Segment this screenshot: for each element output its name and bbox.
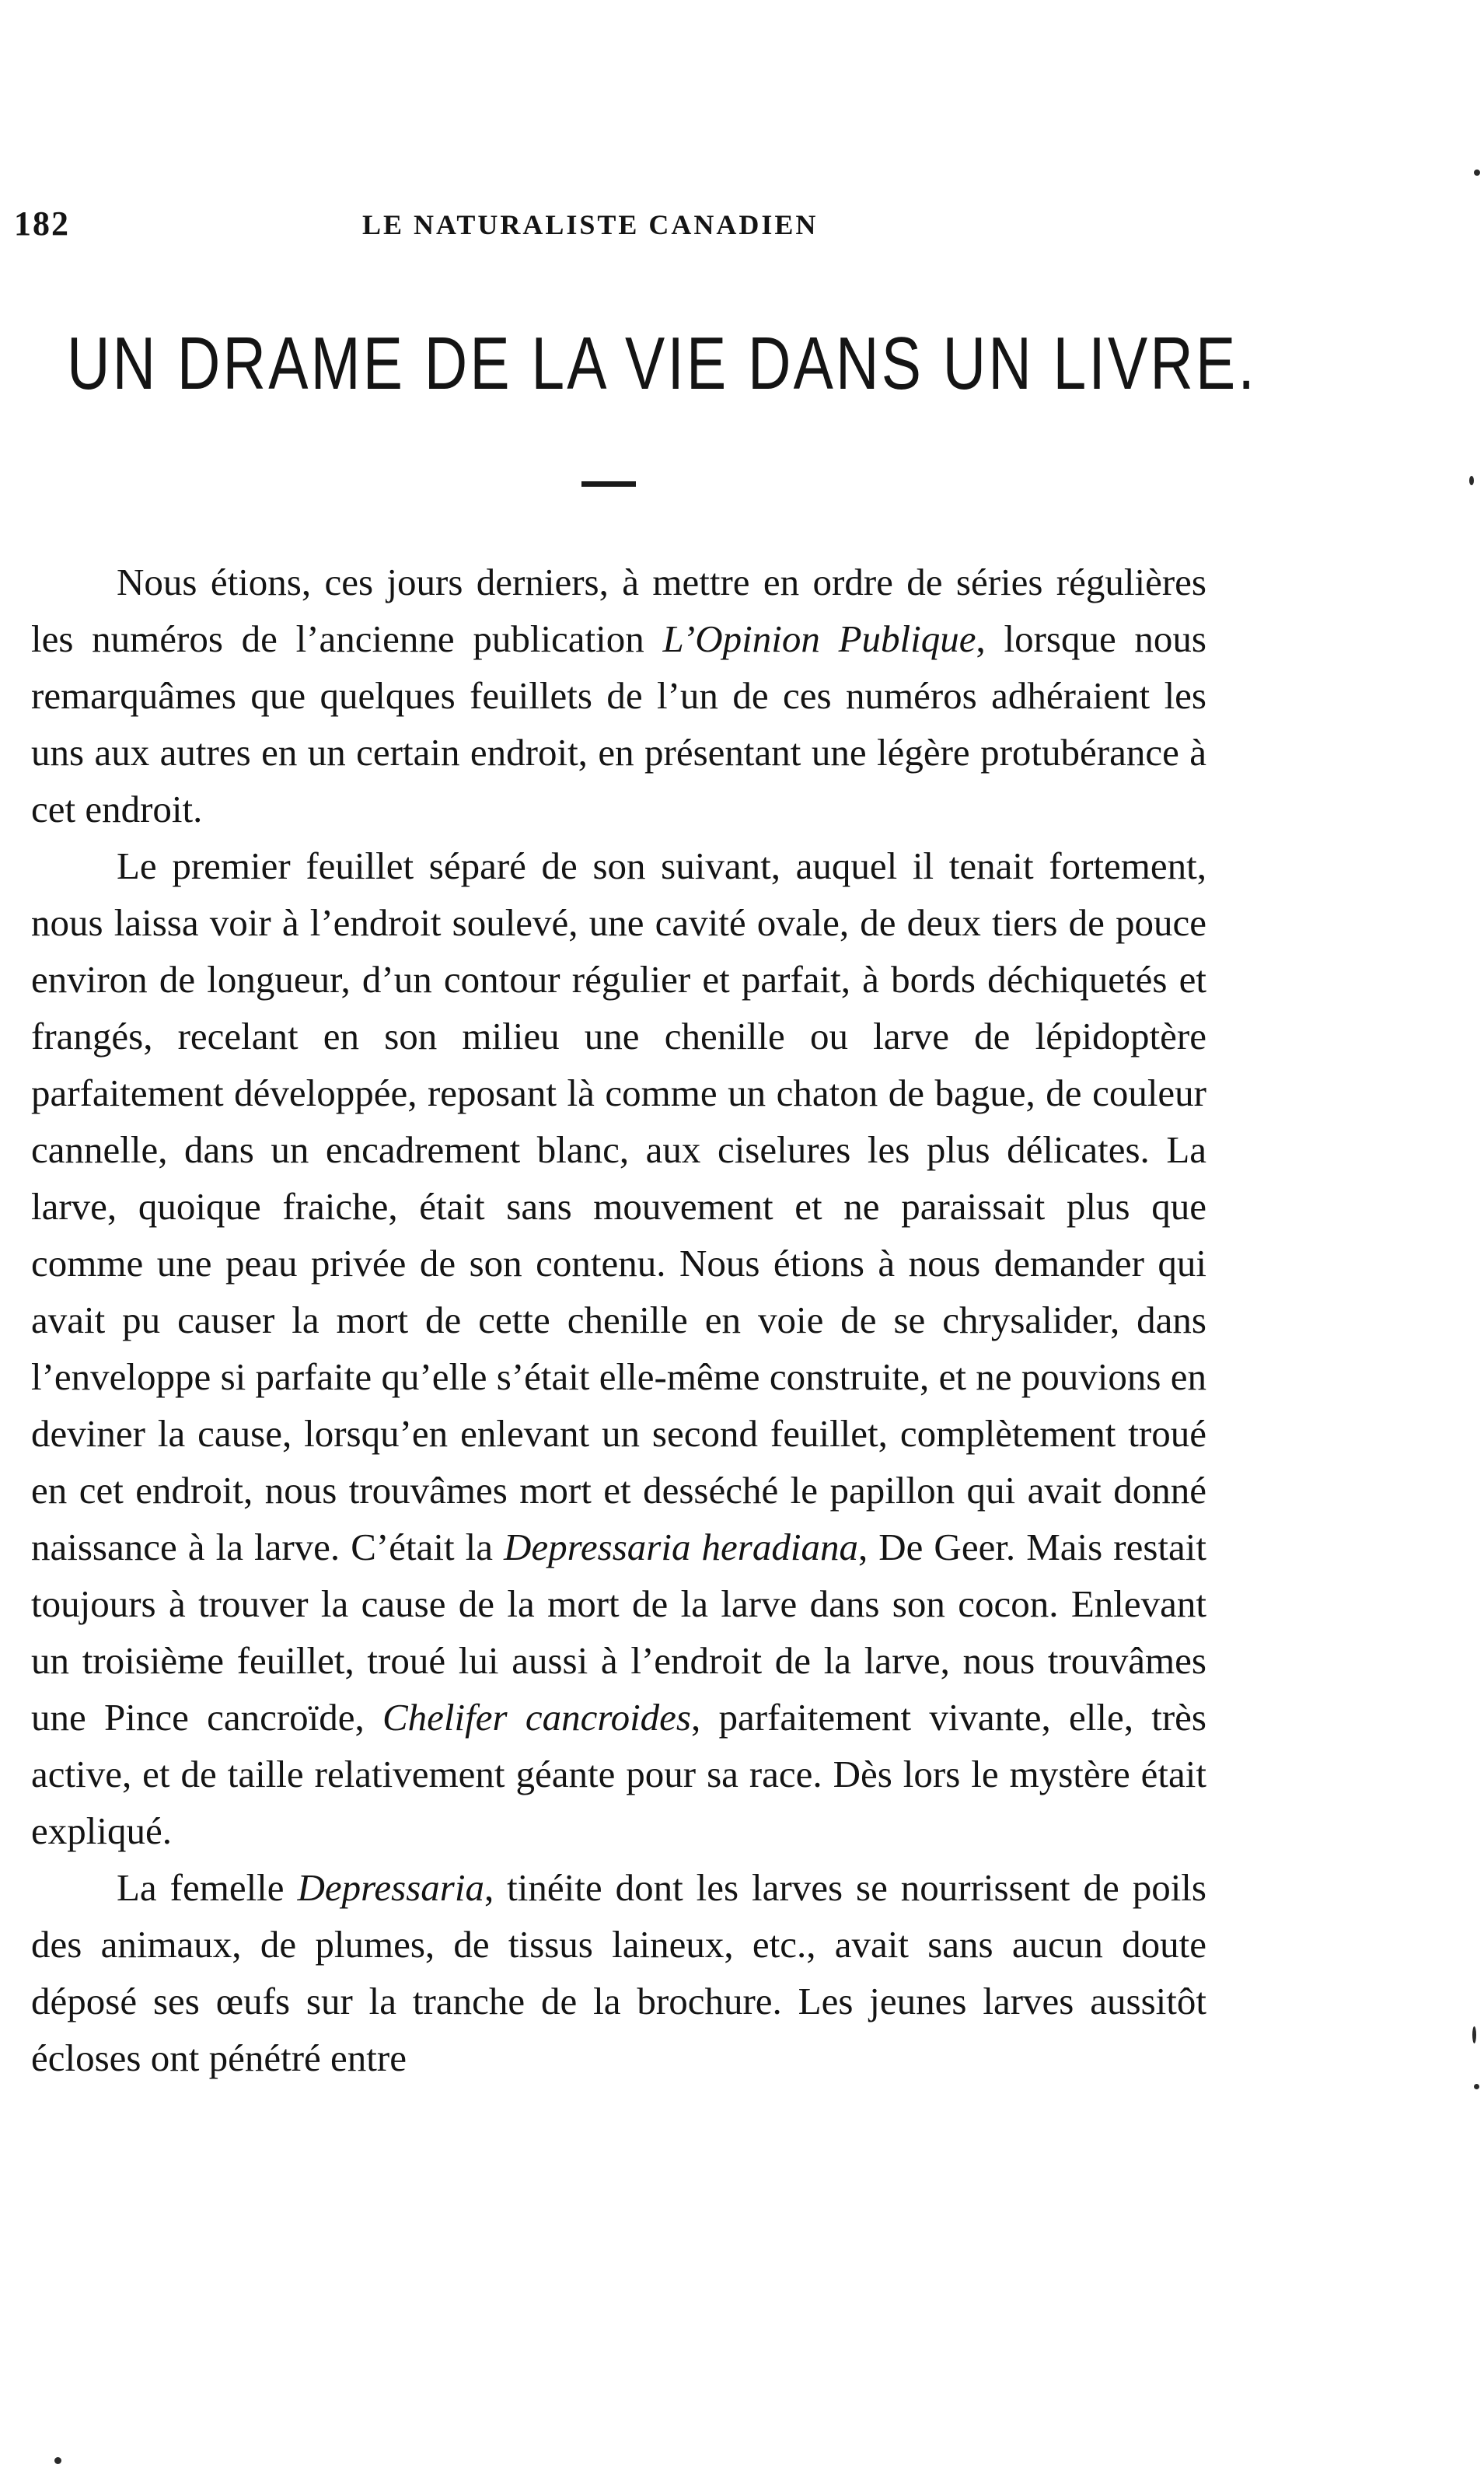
scan-speck <box>1474 170 1480 176</box>
paragraph-3-text-2: , tinéite dont les larves se nourrissent de poils des animaux, de plumes, de tissus laineux, etc., avait sans aucun doute déposé ses œufs sur la tranche de la brochure. Les jeunes larves aussitôt écloses ont pénétré entre <box>31 1866 1206 2079</box>
publication-title: L’Opinion Publique <box>662 617 976 660</box>
article-title: UN DRAME DE LA VIE DANS UN LIVRE. <box>67 322 1258 405</box>
page-number: 182 <box>14 205 70 243</box>
paragraph-3-text-1: La femelle <box>117 1866 298 1909</box>
running-head: LE NATURALISTE CANADIEN <box>362 209 819 240</box>
scan-speck <box>54 2457 61 2464</box>
species-name-depressaria: Depressaria <box>297 1866 484 1909</box>
scan-speck <box>1472 2026 1476 2043</box>
species-name-depressaria-heradiana: Depressaria heradiana <box>504 1526 858 1568</box>
scan-speck <box>1469 476 1474 485</box>
paragraph-2-text-2: , De Geer. Mais restait toujours à trouver la cause de la mort de la larve dans son cocon. Enlevant un troisième feuillet, troué lui aussi à l’endroit de la larve, nous trouvâmes une Pince cancroïde, <box>31 1526 1206 1739</box>
article-body <box>31 554 1206 2086</box>
paragraph-2-text-1: Le premier feuillet séparé de son suivant, auquel il tenait fortement, nous laissa voir à l’endroit soulevé, une cavité ovale, de deux tiers de pouce environ de longueur, d’un contour régulier et parfait, à bords déchiquetés et frangés, recelant en son milieu une chenille ou larve de lépidoptère parfaitement développée, reposant là comme un chaton de bague, de couleur cannelle, dans un encadrement blanc, aux ciselures les plus délicates. La larve, quoique fraiche, était sans mouvement et ne paraissait plus que comme une peau privée de son contenu. Nous étions à nous demander qui avait pu causer la mort de cette chenille en voie de se chrysalider, dans l’enveloppe si parfaite qu’elle s’était elle-même construite, et ne pouvions en deviner la cause, lorsqu’en enlevant un second feuillet, complètement troué en cet endroit, nous trouvâmes mort et desséché le papillon qui avait donné naissance à la larve. C’était la <box>31 844 1206 1568</box>
paragraph-3 <box>31 1859 1206 2086</box>
paragraph-1 <box>31 554 1206 837</box>
scan-speck <box>1474 2084 1479 2089</box>
paragraph-1-text-1: Nous étions, ces jours derniers, à mettre en ordre de séries régulières les numéros de l’ancienne publication <box>31 561 1206 660</box>
paragraph-2 <box>31 837 1206 1859</box>
paragraph-1-text-2: , lorsque nous remarquâmes que quelques feuillets de l’un de ces numéros adhéraient les uns aux autres en un certain endroit, en présentant une légère protubérance à cet endroit. <box>31 617 1206 830</box>
paragraph-2-text-3: , parfaitement vivante, elle, très active, et de taille relativement géante pour sa race. Dès lors le mystère était expliqué. <box>31 1696 1206 1852</box>
title-divider <box>581 481 636 487</box>
species-name-chelifer-cancroides: Chelifer cancroides <box>382 1696 692 1739</box>
